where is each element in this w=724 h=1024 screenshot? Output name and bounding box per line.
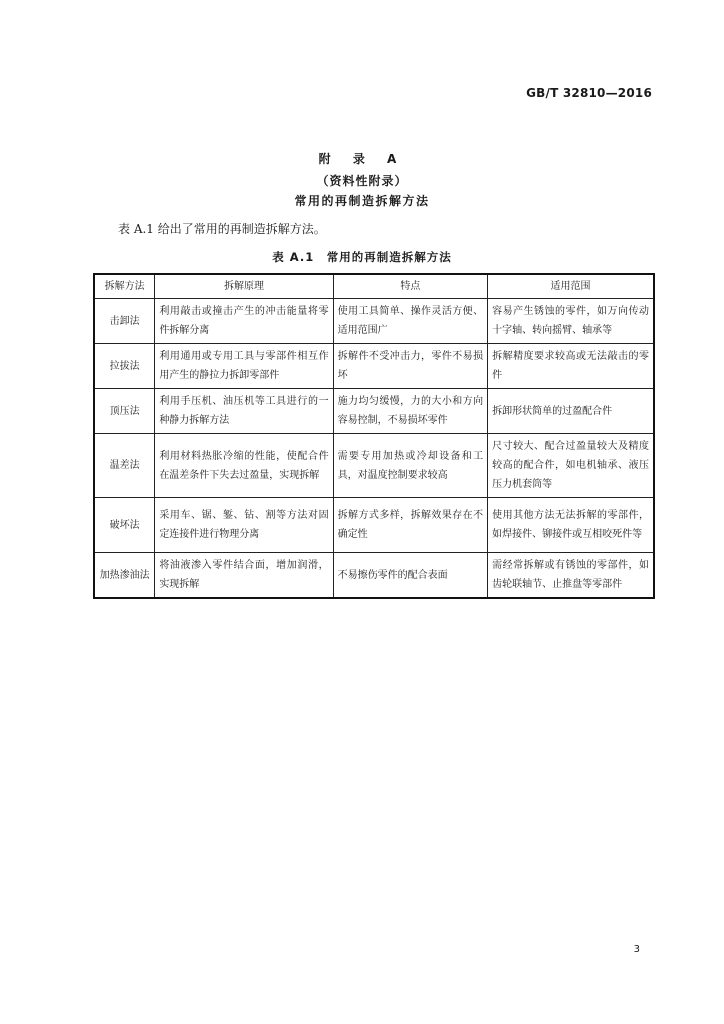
appendix-note: （资料性附录） [316, 174, 408, 188]
cell-feature: 不易擦伤零件的配合表面 [333, 553, 487, 599]
cell-scope: 容易产生锈蚀的零件，如万向传动十字轴、转向摇臂、轴承等 [488, 299, 654, 344]
table-row [94, 299, 654, 344]
cell-scope: 拆卸形状简单的过盈配合件 [488, 389, 654, 434]
standard-number: GB/T 32810—2016 [526, 86, 652, 100]
table-row [94, 553, 654, 599]
table-row [94, 344, 654, 389]
cell-scope: 需经常拆解或有锈蚀的零部件，如齿轮联轴节、止推盘等零部件 [488, 553, 654, 599]
cell-method: 拉拔法 [94, 344, 155, 389]
table-row [94, 434, 654, 498]
cell-feature: 使用工具简单、操作灵活方便、适用范围广 [333, 299, 487, 344]
table-row [94, 389, 654, 434]
cell-feature: 拆解方式多样，拆解效果存在不确定性 [333, 498, 487, 553]
cell-scope: 使用其他方法无法拆解的零部件，如焊接件、铆接件或互相咬死件等 [488, 498, 654, 553]
cell-feature: 拆解件不受冲击力，零件不易损坏 [333, 344, 487, 389]
intro-paragraph: 表 A.1 给出了常用的再制造拆解方法。 [118, 222, 326, 236]
cell-method: 顶压法 [94, 389, 155, 434]
cell-principle: 利用手压机、油压机等工具进行的一种静力拆解方法 [155, 389, 333, 434]
page-number: 3 [633, 944, 640, 955]
cell-principle: 利用敲击或撞击产生的冲击能量将零件拆解分离 [155, 299, 333, 344]
cell-scope: 拆解精度要求较高或无法敲击的零件 [488, 344, 654, 389]
column-header-principle: 拆解原理 [155, 274, 333, 299]
cell-feature: 施力均匀缓慢，力的大小和方向容易控制，不易损坏零件 [333, 389, 487, 434]
column-header-scope: 适用范围 [488, 274, 654, 299]
cell-principle: 采用车、锯、錾、钻、割等方法对固定连接件进行物理分离 [155, 498, 333, 553]
cell-method: 加热渗油法 [94, 553, 155, 599]
cell-method: 破坏法 [94, 498, 155, 553]
cell-method: 温差法 [94, 434, 155, 498]
cell-method: 击卸法 [94, 299, 155, 344]
column-header-feature: 特点 [333, 274, 487, 299]
table-header-row [94, 274, 654, 299]
cell-feature: 需要专用加热或冷却设备和工具，对温度控制要求较高 [333, 434, 487, 498]
cell-principle: 利用材料热胀冷缩的性能，使配合件在温差条件下失去过盈量，实现拆解 [155, 434, 333, 498]
disassembly-methods-table [93, 273, 655, 599]
cell-scope: 尺寸较大、配合过盈量较大及精度较高的配合件，如电机轴承、液压压力机套筒等 [488, 434, 654, 498]
table-caption: 表 A.1 常用的再制造拆解方法 [272, 250, 452, 264]
appendix-title: 附 录 A [318, 152, 406, 166]
table-row [94, 498, 654, 553]
appendix-heading: 常用的再制造拆解方法 [294, 194, 430, 208]
cell-principle: 将油液渗入零件结合面，增加润滑，实现拆解 [155, 553, 333, 599]
column-header-method: 拆解方法 [94, 274, 155, 299]
cell-principle: 利用通用或专用工具与零部件相互作用产生的静拉力拆卸零部件 [155, 344, 333, 389]
